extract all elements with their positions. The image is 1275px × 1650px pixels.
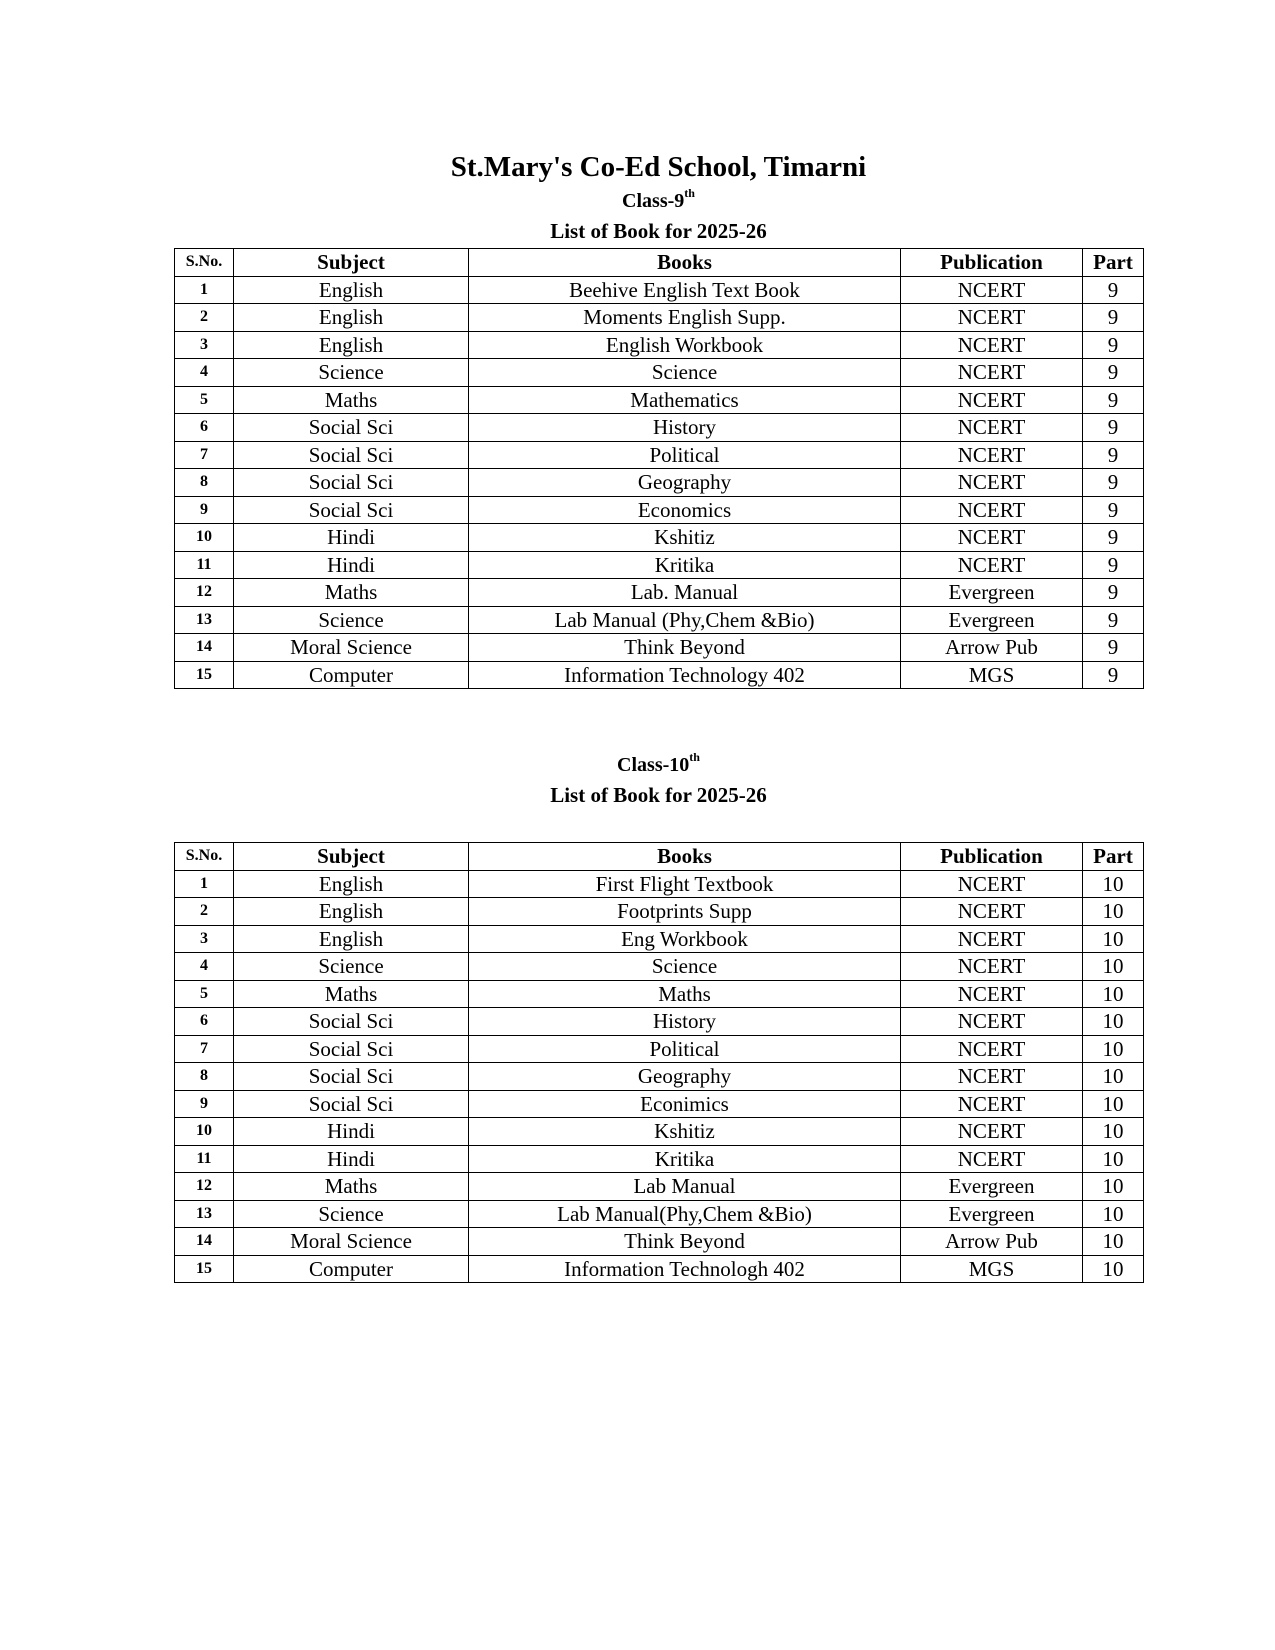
sno-cell: 8 [175, 1063, 234, 1091]
sno-cell: 4 [175, 359, 234, 387]
subject-cell: Social Sci [234, 414, 469, 442]
subject-cell: Social Sci [234, 496, 469, 524]
table-row [175, 1145, 1144, 1173]
class-9-list-title: List of Book for 2025-26 [550, 219, 767, 243]
table-row [175, 304, 1144, 332]
sno-cell: 2 [175, 898, 234, 926]
book-cell: Geography [469, 469, 901, 497]
class-9-book-table [174, 248, 1144, 689]
subject-cell: Moral Science [234, 634, 469, 662]
table-row [175, 980, 1144, 1008]
sno-cell: 14 [175, 1228, 234, 1256]
table-row [175, 1200, 1144, 1228]
sno-cell: 9 [175, 496, 234, 524]
part-cell: 10 [1083, 980, 1144, 1008]
publication-cell: NCERT [901, 898, 1083, 926]
subject-cell: Hindi [234, 1145, 469, 1173]
book-cell: Geography [469, 1063, 901, 1091]
table-row [175, 898, 1144, 926]
book-cell: Information Technology 402 [469, 661, 901, 689]
sno-cell: 12 [175, 1173, 234, 1201]
table-row [175, 1228, 1144, 1256]
subject-cell: Hindi [234, 524, 469, 552]
publication-cell: Evergreen [901, 606, 1083, 634]
sno-cell: 12 [175, 579, 234, 607]
part-cell: 9 [1083, 496, 1144, 524]
publication-cell: NCERT [901, 414, 1083, 442]
part-cell: 10 [1083, 1008, 1144, 1036]
publication-column-header: Publication [901, 249, 1083, 277]
publication-cell: Arrow Pub [901, 634, 1083, 662]
part-cell: 10 [1083, 1145, 1144, 1173]
part-cell: 9 [1083, 579, 1144, 607]
book-cell: Lab Manual(Phy,Chem &Bio) [469, 1200, 901, 1228]
part-cell: 9 [1083, 469, 1144, 497]
table-row [175, 359, 1144, 387]
subject-cell: Social Sci [234, 1090, 469, 1118]
part-cell: 9 [1083, 524, 1144, 552]
table-row [175, 441, 1144, 469]
part-column-header: Part [1083, 843, 1144, 871]
part-cell: 10 [1083, 1063, 1144, 1091]
subject-cell: Science [234, 953, 469, 981]
publication-cell: Evergreen [901, 1200, 1083, 1228]
part-cell: 9 [1083, 359, 1144, 387]
part-cell: 10 [1083, 1255, 1144, 1283]
book-cell: Eng Workbook [469, 925, 901, 953]
table-row [175, 386, 1144, 414]
subject-cell: Science [234, 1200, 469, 1228]
sno-cell: 8 [175, 469, 234, 497]
class-9-suffix: th [684, 186, 695, 201]
book-cell: Mathematics [469, 386, 901, 414]
book-cell: History [469, 414, 901, 442]
part-cell: 9 [1083, 634, 1144, 662]
subject-cell: Social Sci [234, 1035, 469, 1063]
part-cell: 9 [1083, 441, 1144, 469]
publication-cell: MGS [901, 1255, 1083, 1283]
publication-cell: NCERT [901, 870, 1083, 898]
class-9-heading [0, 188, 1275, 214]
subject-cell: English [234, 870, 469, 898]
publication-cell: NCERT [901, 1035, 1083, 1063]
publication-cell: NCERT [901, 980, 1083, 1008]
publication-cell: NCERT [901, 1008, 1083, 1036]
sno-cell: 15 [175, 1255, 234, 1283]
subject-cell: Maths [234, 980, 469, 1008]
book-cell: Information Technologh 402 [469, 1255, 901, 1283]
table-row [175, 579, 1144, 607]
sno-cell: 5 [175, 980, 234, 1008]
publication-cell: NCERT [901, 386, 1083, 414]
table-row [175, 276, 1144, 304]
subject-cell: Maths [234, 1173, 469, 1201]
part-cell: 9 [1083, 414, 1144, 442]
sno-cell: 5 [175, 386, 234, 414]
subject-cell: Moral Science [234, 1228, 469, 1256]
publication-cell: NCERT [901, 1090, 1083, 1118]
book-cell: Kshitiz [469, 524, 901, 552]
sno-cell: 13 [175, 1200, 234, 1228]
subject-cell: Social Sci [234, 1008, 469, 1036]
table-header-row [175, 843, 1144, 871]
book-cell: Think Beyond [469, 1228, 901, 1256]
publication-cell: NCERT [901, 469, 1083, 497]
part-cell: 10 [1083, 1090, 1144, 1118]
publication-cell: MGS [901, 661, 1083, 689]
publication-cell: NCERT [901, 496, 1083, 524]
publication-cell: NCERT [901, 953, 1083, 981]
sno-column-header: S.No. [175, 249, 234, 277]
part-cell: 10 [1083, 870, 1144, 898]
table-row [175, 414, 1144, 442]
sno-cell: 10 [175, 1118, 234, 1146]
table-row [175, 1255, 1144, 1283]
book-cell: Kritika [469, 551, 901, 579]
book-cell: Economics [469, 496, 901, 524]
table-row [175, 925, 1144, 953]
publication-cell: Evergreen [901, 579, 1083, 607]
class-10-book-table [174, 842, 1144, 1283]
publication-cell: NCERT [901, 441, 1083, 469]
part-cell: 10 [1083, 1173, 1144, 1201]
publication-column-header: Publication [901, 843, 1083, 871]
sno-cell: 3 [175, 331, 234, 359]
book-cell: English Workbook [469, 331, 901, 359]
sno-cell: 6 [175, 1008, 234, 1036]
table-row [175, 634, 1144, 662]
book-cell: Beehive English Text Book [469, 276, 901, 304]
part-cell: 9 [1083, 304, 1144, 332]
book-cell: Lab Manual [469, 1173, 901, 1201]
books-column-header: Books [469, 249, 901, 277]
table-row [175, 953, 1144, 981]
part-cell: 9 [1083, 386, 1144, 414]
part-cell: 9 [1083, 661, 1144, 689]
part-cell: 10 [1083, 898, 1144, 926]
publication-cell: NCERT [901, 304, 1083, 332]
subject-cell: Maths [234, 579, 469, 607]
book-cell: Econimics [469, 1090, 901, 1118]
table-row [175, 1063, 1144, 1091]
part-cell: 10 [1083, 1118, 1144, 1146]
publication-cell: NCERT [901, 524, 1083, 552]
part-cell: 10 [1083, 925, 1144, 953]
class-10-suffix: th [689, 750, 700, 765]
class-9-label: Class-9 [622, 190, 685, 212]
part-cell: 10 [1083, 1200, 1144, 1228]
publication-cell: NCERT [901, 331, 1083, 359]
table-row [175, 1008, 1144, 1036]
part-cell: 10 [1083, 1035, 1144, 1063]
table-row [175, 551, 1144, 579]
book-cell: Moments English Supp. [469, 304, 901, 332]
subject-cell: Computer [234, 1255, 469, 1283]
sno-cell: 11 [175, 551, 234, 579]
class-10-label: Class-10 [617, 754, 690, 776]
subject-cell: Computer [234, 661, 469, 689]
table-row [175, 606, 1144, 634]
sno-cell: 1 [175, 276, 234, 304]
book-cell: Think Beyond [469, 634, 901, 662]
publication-cell: NCERT [901, 359, 1083, 387]
sno-column-header: S.No. [175, 843, 234, 871]
subject-column-header: Subject [234, 249, 469, 277]
table-row [175, 1090, 1144, 1118]
publication-cell: NCERT [901, 1118, 1083, 1146]
book-cell: Kritika [469, 1145, 901, 1173]
publication-cell: NCERT [901, 1063, 1083, 1091]
part-cell: 9 [1083, 606, 1144, 634]
part-cell: 9 [1083, 551, 1144, 579]
subject-cell: English [234, 276, 469, 304]
part-cell: 9 [1083, 331, 1144, 359]
table-row [175, 661, 1144, 689]
sno-cell: 2 [175, 304, 234, 332]
subject-cell: English [234, 925, 469, 953]
table-row [175, 1118, 1144, 1146]
part-cell: 10 [1083, 1228, 1144, 1256]
book-cell: Science [469, 953, 901, 981]
book-cell: Kshitiz [469, 1118, 901, 1146]
subject-cell: Science [234, 359, 469, 387]
part-cell: 10 [1083, 953, 1144, 981]
subject-cell: Social Sci [234, 441, 469, 469]
subject-cell: English [234, 304, 469, 332]
table-header-row [175, 249, 1144, 277]
subject-cell: Science [234, 606, 469, 634]
sno-cell: 9 [175, 1090, 234, 1118]
class-10-list-title: List of Book for 2025-26 [550, 783, 767, 807]
subject-cell: English [234, 898, 469, 926]
publication-cell: NCERT [901, 925, 1083, 953]
publication-cell: NCERT [901, 1145, 1083, 1173]
sno-cell: 10 [175, 524, 234, 552]
subject-cell: Social Sci [234, 1063, 469, 1091]
table-row [175, 524, 1144, 552]
sno-cell: 15 [175, 661, 234, 689]
book-cell: Science [469, 359, 901, 387]
sno-cell: 13 [175, 606, 234, 634]
sno-cell: 4 [175, 953, 234, 981]
part-column-header: Part [1083, 249, 1144, 277]
books-column-header: Books [469, 843, 901, 871]
book-cell: History [469, 1008, 901, 1036]
table-row [175, 1173, 1144, 1201]
table-row [175, 331, 1144, 359]
publication-cell: Evergreen [901, 1173, 1083, 1201]
class-10-heading [0, 752, 1275, 778]
publication-cell: NCERT [901, 276, 1083, 304]
publication-cell: NCERT [901, 551, 1083, 579]
book-cell: Lab. Manual [469, 579, 901, 607]
sno-cell: 6 [175, 414, 234, 442]
subject-cell: Maths [234, 386, 469, 414]
subject-column-header: Subject [234, 843, 469, 871]
book-cell: Political [469, 1035, 901, 1063]
sno-cell: 7 [175, 441, 234, 469]
book-cell: First Flight Textbook [469, 870, 901, 898]
sno-cell: 3 [175, 925, 234, 953]
table-row [175, 870, 1144, 898]
table-row [175, 1035, 1144, 1063]
sno-cell: 14 [175, 634, 234, 662]
publication-cell: Arrow Pub [901, 1228, 1083, 1256]
book-cell: Lab Manual (Phy,Chem &Bio) [469, 606, 901, 634]
subject-cell: Hindi [234, 551, 469, 579]
school-title: St.Mary's Co-Ed School, Timarni [450, 151, 867, 183]
subject-cell: Social Sci [234, 469, 469, 497]
book-cell: Footprints Supp [469, 898, 901, 926]
subject-cell: English [234, 331, 469, 359]
subject-cell: Hindi [234, 1118, 469, 1146]
part-cell: 9 [1083, 276, 1144, 304]
table-row [175, 469, 1144, 497]
book-cell: Maths [469, 980, 901, 1008]
sno-cell: 1 [175, 870, 234, 898]
table-row [175, 496, 1144, 524]
book-cell: Political [469, 441, 901, 469]
sno-cell: 11 [175, 1145, 234, 1173]
sno-cell: 7 [175, 1035, 234, 1063]
